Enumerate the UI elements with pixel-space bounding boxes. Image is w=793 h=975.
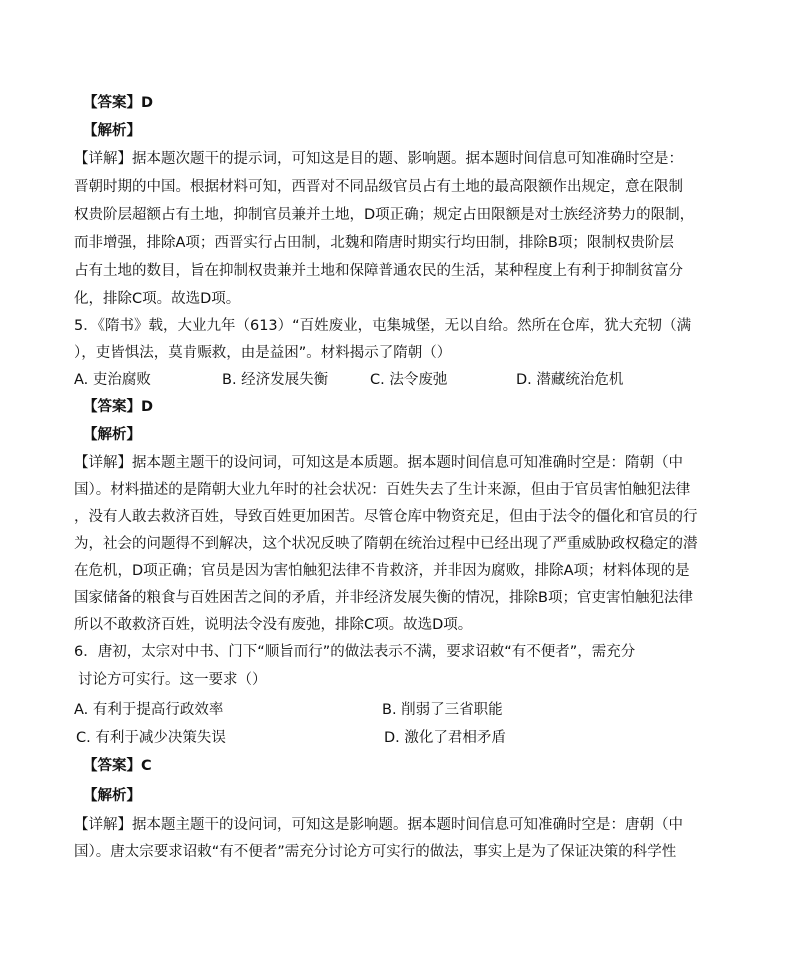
q5-detail-line: 国家储备的粮食与百姓困苦之间的矛盾，并非经济发展失衡的情况，排除B项；官吏害怕触犯法律 <box>74 590 693 606</box>
q5-detail-line: ，没有人敢去救济百姓，导致百姓更加困苦。尽管仓库中物资充足，但由于法令的僵化和官员的行 <box>74 509 698 525</box>
q4-analysis-heading: 【解析】 <box>83 123 141 139</box>
q4-detail-line: 晋朝时期的中国。根据材料可知，西晋对不同品级官员占有土地的最高限额作出规定，意在限制 <box>74 179 683 195</box>
q6-option-b: B. 削弱了三省职能 <box>382 702 503 718</box>
q5-analysis-heading: 【解析】 <box>83 427 141 443</box>
q4-detail-line: 化，排除C项。故选D项。 <box>74 291 241 307</box>
q6-option-d: D. 激化了君相矛盾 <box>384 730 506 746</box>
q4-detail-line: 占有土地的数目，旨在抑制权贵兼并土地和保障普通农民的生活，某种程度上有利于抑制贫富分 <box>74 263 683 279</box>
q5-stem-line: 5．《隋书》载，大业九年（613）“百姓废业，屯集城堡，无以自给。然所在仓库，犹大充牣（满 <box>74 318 692 334</box>
q6-stem-line: 讨论方可实行。这一要求（） <box>78 672 267 688</box>
q6-analysis-heading: 【解析】 <box>83 788 141 804</box>
q6-option-a: A. 有利于提高行政效率 <box>74 702 224 718</box>
q5-stem-line: ），吏皆惧法，莫肯赈救，由是益困”。材料揭示了隋朝（） <box>74 345 452 361</box>
q5-detail-line: 国）。材料描述的是隋朝大业九年时的社会状况：百姓失去了生计来源，但由于官员害怕触犯法律 <box>74 482 691 498</box>
q5-option-d: D. 潜藏统治危机 <box>516 372 624 388</box>
q4-detail-line: 而非增强，排除A项；西晋实行占田制，北魏和隋唐时期实行均田制，排除B项；限制权贵阶层 <box>74 235 674 251</box>
q6-detail-line: 国）。唐太宗要求诏敕“有不便者”需充分讨论方可实行的做法，事实上是为了保证决策的科学性 <box>74 844 677 860</box>
q5-detail-line: 在危机，D项正确；官员是因为害怕触犯法律不肯救济，并非因为腐败，排除A项；材料体现的是 <box>74 563 690 579</box>
q5-answer: 【答案】D <box>83 399 154 415</box>
q6-stem-line: 6．唐初，太宗对中书、门下“顺旨而行”的做法表示不满，要求诏敕“有不便者”，需充分 <box>74 644 636 660</box>
q5-detail-line: 所以不敢救济百姓，说明法令没有废弛，排除C项。故选D项。 <box>74 617 473 633</box>
q5-detail-line: 【详解】据本题主题干的设问词，可知这是本质题。据本题时间信息可知准确时空是：隋朝（中 <box>74 455 683 471</box>
q5-detail-line: 为，社会的问题得不到解决，这个状况反映了隋朝在统治过程中已经出现了严重威胁政权稳定的潜 <box>74 536 698 552</box>
q6-detail-line: 【详解】据本题主题干的设问词，可知这是影响题。据本题时间信息可知准确时空是：唐朝（中 <box>74 817 683 833</box>
q5-option-c: C. 法令废弛 <box>370 372 448 388</box>
q4-detail-line: 权贵阶层超额占有土地，抑制官员兼并土地，D项正确；规定占田限额是对士族经济势力的限制， <box>74 207 695 223</box>
q6-answer: 【答案】C <box>83 758 152 774</box>
q4-detail-line: 【详解】据本题次题干的提示词，可知这是目的题、影响题。据本题时间信息可知准确时空是： <box>74 151 683 167</box>
q5-option-a: A. 吏治腐败 <box>74 372 151 388</box>
q5-option-b: B. 经济发展失衡 <box>222 372 329 388</box>
q6-option-c: C. 有利于减少决策失误 <box>76 730 226 746</box>
q4-answer: 【答案】D <box>83 95 154 111</box>
